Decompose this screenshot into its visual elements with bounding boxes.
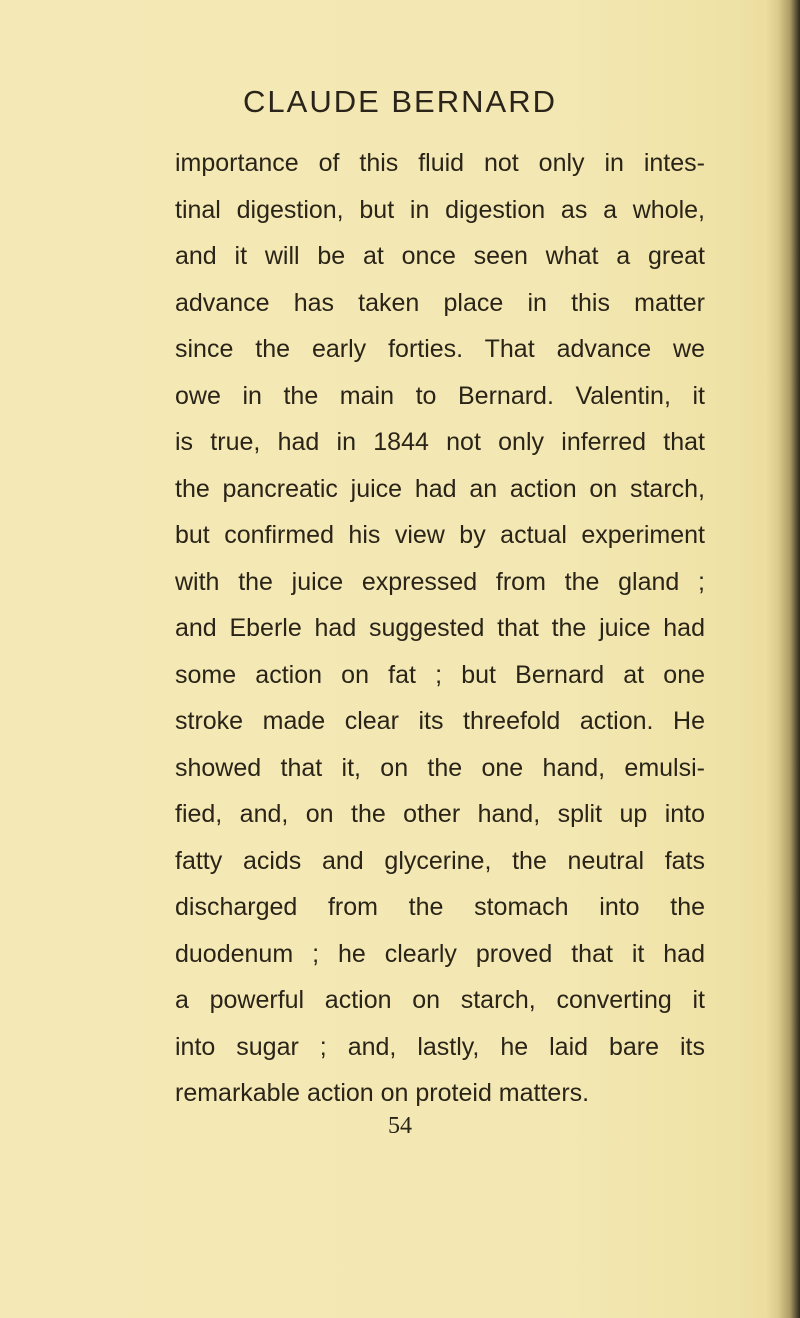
text-line: fatty acids and glycerine, the neutral fats xyxy=(175,846,705,875)
text-line: some action on fat ; but Bernard at one xyxy=(175,660,705,689)
text-line: owe in the main to Bernard. Valentin, it xyxy=(175,381,705,410)
text-line: importance of this fluid not only in intes- xyxy=(175,149,705,177)
text-line: showed that it, on the one hand, emulsi- xyxy=(175,753,705,782)
text-line: tinal digestion, but in digestion as a whole, xyxy=(175,195,705,224)
text-line: and Eberle had suggested that the juice had xyxy=(175,614,705,642)
body-text xyxy=(175,140,705,1117)
text-line: into sugar ; and, lastly, he laid bare its xyxy=(175,1032,705,1061)
running-title: CLAUDE BERNARD xyxy=(243,84,557,119)
text-line: duodenum ; he clearly proved that it had xyxy=(175,939,705,968)
text-line: the pancreatic juice had an action on starch, xyxy=(175,474,705,503)
text-line: stroke made clear its threefold action. He xyxy=(175,707,705,735)
text-line: fied, and, on the other hand, split up into xyxy=(175,800,705,828)
text-line: remarkable action on proteid matters. xyxy=(175,1079,590,1107)
text-line: a powerful action on starch, converting it xyxy=(175,986,705,1014)
page-number: 54 xyxy=(388,1113,412,1139)
text-line: and it will be at once seen what a great xyxy=(175,242,705,270)
text-line: advance has taken place in this matter xyxy=(175,288,705,317)
text-line: but confirmed his view by actual experiment xyxy=(175,521,705,549)
text-line: since the early forties. That advance we xyxy=(175,335,705,363)
text-line: with the juice expressed from the gland ; xyxy=(175,567,705,596)
text-line: is true, had in 1844 not only inferred that xyxy=(175,428,705,456)
text-line: discharged from the stomach into the xyxy=(175,893,705,921)
